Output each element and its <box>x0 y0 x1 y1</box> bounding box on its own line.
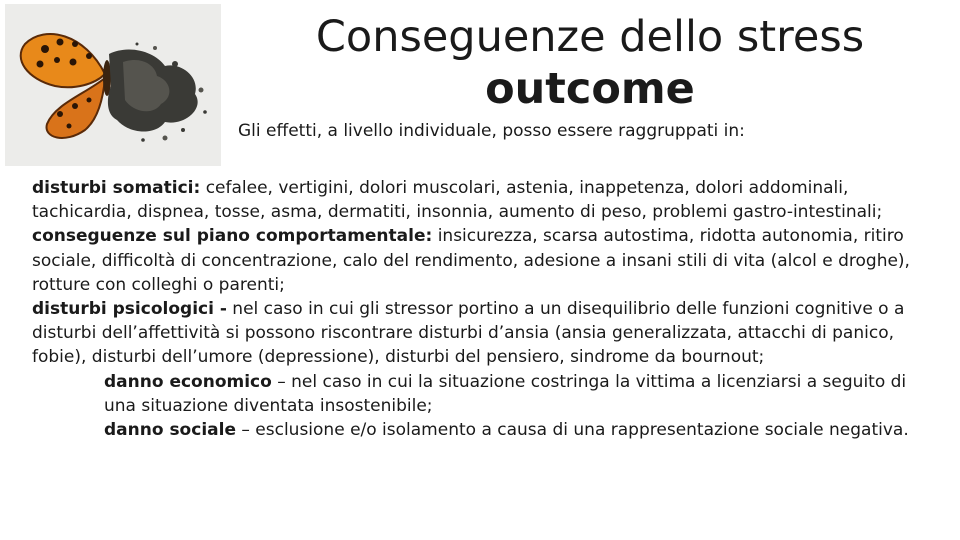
slide-title <box>240 12 940 115</box>
list-item-social <box>32 418 937 442</box>
title-line-subtitle: outcome <box>485 63 695 114</box>
list-item-psychological <box>32 297 937 370</box>
list-item-text: – esclusione e/o isolamento a causa di una rappresentazione sociale negativa. <box>235 420 909 441</box>
list-item-term: conseguenze sul piano comportamentale: <box>32 226 433 247</box>
list-item-term: disturbi somatici: <box>32 178 201 198</box>
title-line-main: Conseguenze dello stress <box>315 12 865 62</box>
effects-list <box>32 176 937 442</box>
list-item-term: danno sociale <box>104 420 236 441</box>
list-item-text: nel caso in cui gli stressor portino a un disequilibrio delle funzioni cognitive o a disturbi dell’affettività si possono riscontrare disturbi d’ansia (ansia generalizzata, attacchi di panico, fobie), disturbi dell’umore (depressione), disturbi del pensiero, sindrome da bournout; <box>32 299 905 368</box>
list-item-economic <box>32 370 937 418</box>
list-item-somatic <box>32 176 937 224</box>
list-item-behavioral <box>32 224 937 297</box>
list-item-text: insicurezza, scarsa autostima, ridotta autonomia, ritiro sociale, difficoltà di concentrazione, calo del rendimento, adesione a insani stili di vita (alcol e droghe), rotture con colleghi o parenti; <box>32 226 910 295</box>
intro-text: Gli effetti, a livello individuale, posso essere raggruppati in: <box>238 121 745 141</box>
list-item-text: – nel caso in cui la situazione costringa la vittima a licenziarsi a seguito di una situazione diventata insostenibile; <box>104 371 907 416</box>
list-item-text: cefalee, vertigini, dolori muscolari, astenia, inappetenza, dolori addominali, tachicardia, dispnea, tosse, asma, dermatiti, insonnia, aumento di peso, problemi gastro-intestinali; <box>32 178 883 223</box>
butterfly-ash-illustration <box>5 4 221 166</box>
butterfly-ash-image <box>5 4 221 166</box>
list-item-term: disturbi psicologici - <box>32 299 227 320</box>
list-item-term: danno economico <box>104 371 272 392</box>
